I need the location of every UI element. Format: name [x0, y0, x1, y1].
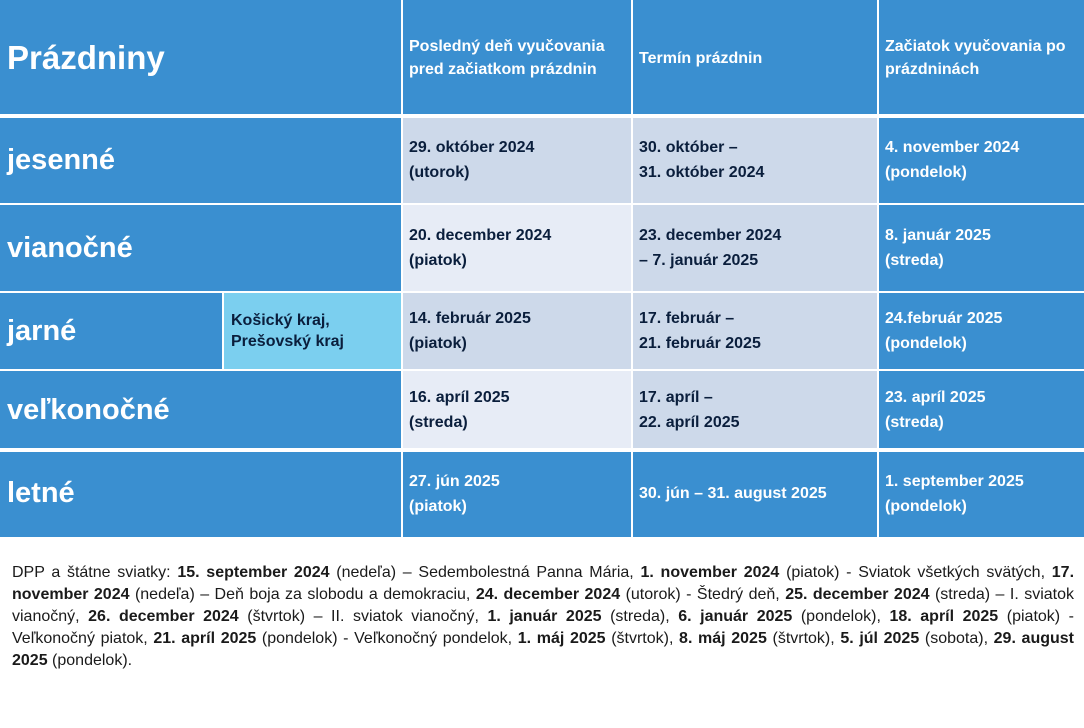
grid-line: [631, 0, 633, 537]
holiday-date: 6. január 2025: [678, 608, 793, 625]
footnote-text: (štvrtok),: [605, 630, 680, 647]
holiday-date: 15. september 2024: [177, 564, 330, 581]
holiday-date: 8. máj 2025: [679, 630, 767, 647]
cell-start: 23. apríl 2025 (streda): [878, 370, 1084, 450]
cell-start: 4. november 2024 (pondelok): [878, 116, 1084, 204]
header-term: Termín prázdnin: [632, 0, 878, 116]
holiday-date: 18. apríl 2025: [889, 608, 999, 625]
grid-line: [0, 291, 1084, 293]
cell-term: 17. február – 21. február 2025: [632, 292, 878, 370]
footnote-text: (štvrtok) – II. sviatok vianočný,: [238, 608, 488, 625]
cell-start: 8. január 2025 (streda): [878, 204, 1084, 292]
grid-line: [0, 369, 1084, 371]
holiday-date: 21. apríl 2025: [153, 630, 257, 647]
row-name-velkonocne: veľkonočné: [0, 370, 402, 450]
row-name-jarne: jarné: [0, 292, 223, 370]
cell-last-day: 29. október 2024 (utorok): [402, 116, 632, 204]
footnote-text: (streda),: [601, 608, 679, 625]
footnote-text: (pondelok) - Veľkonočný pondelok,: [256, 630, 518, 647]
footnote-text: (nedeľa) – Deň boja za slobodu a demokraciu,: [129, 586, 476, 603]
footnote-text: DPP a štátne sviatky:: [12, 564, 178, 581]
table-title: Prázdniny: [0, 0, 402, 116]
cell-last-day: 16. apríl 2025 (streda): [402, 370, 632, 450]
footnote-text: (piatok) - Veľkonočný piatok,: [12, 608, 1075, 647]
holiday-date: 17. november 2024: [12, 564, 1075, 603]
holiday-date: 24. december 2024: [475, 586, 621, 603]
cell-start: 24.február 2025 (pondelok): [878, 292, 1084, 370]
footnote-text: (utorok) - Štedrý deň,: [620, 586, 786, 603]
holiday-date: 1. máj 2025: [517, 630, 606, 647]
region-cell: Košický kraj, Prešovský kraj: [223, 292, 402, 370]
holiday-date: 29. august 2025: [12, 630, 1074, 669]
holiday-date: 5. júl 2025: [840, 630, 920, 647]
cell-term: 30. jún – 31. august 2025: [632, 450, 878, 537]
footnote-text: (piatok) - Sviatok všetkých svätých,: [779, 564, 1052, 581]
row-name-jesenne: jesenné: [0, 116, 402, 204]
footnote-text: (nedeľa) – Sedembolestná Panna Mária,: [329, 564, 641, 581]
cell-term: 23. december 2024 – 7. január 2025: [632, 204, 878, 292]
holidays-footnote: [12, 562, 1074, 672]
footnote-text: (štvrtok),: [766, 630, 841, 647]
cell-term: 17. apríl – 22. apríl 2025: [632, 370, 878, 450]
grid-line: [401, 0, 403, 537]
cell-last-day: 20. december 2024 (piatok): [402, 204, 632, 292]
row-name-letne: letné: [0, 450, 402, 537]
grid-line: [0, 203, 1084, 205]
cell-start: 1. september 2025 (pondelok): [878, 450, 1084, 537]
header-start: Začiatok vyučovania po prázdninách: [878, 0, 1084, 116]
holiday-date: 1. január 2025: [487, 608, 602, 625]
grid-line: [0, 114, 1084, 118]
cell-term: 30. október – 31. október 2024: [632, 116, 878, 204]
grid-line: [0, 448, 1084, 452]
holiday-date: 1. november 2024: [640, 564, 780, 581]
footnote-text: (pondelok),: [792, 608, 890, 625]
cell-last-day: 14. február 2025 (piatok): [402, 292, 632, 370]
footnote-text: (streda) – I. sviatok vianočný,: [12, 586, 1075, 625]
holiday-date: 26. december 2024: [88, 608, 239, 625]
header-last-day: Posledný deň vyučovania pred začiatkom prázdnin: [402, 0, 632, 116]
row-name-vianocne: vianočné: [0, 204, 402, 292]
holiday-date: 25. december 2024: [785, 586, 930, 603]
grid-line: [877, 0, 879, 537]
cell-last-day: 27. jún 2025 (piatok): [402, 450, 632, 537]
grid-line: [222, 292, 224, 370]
footnote-text: (sobota),: [919, 630, 994, 647]
footnote-text: (pondelok).: [47, 652, 133, 669]
